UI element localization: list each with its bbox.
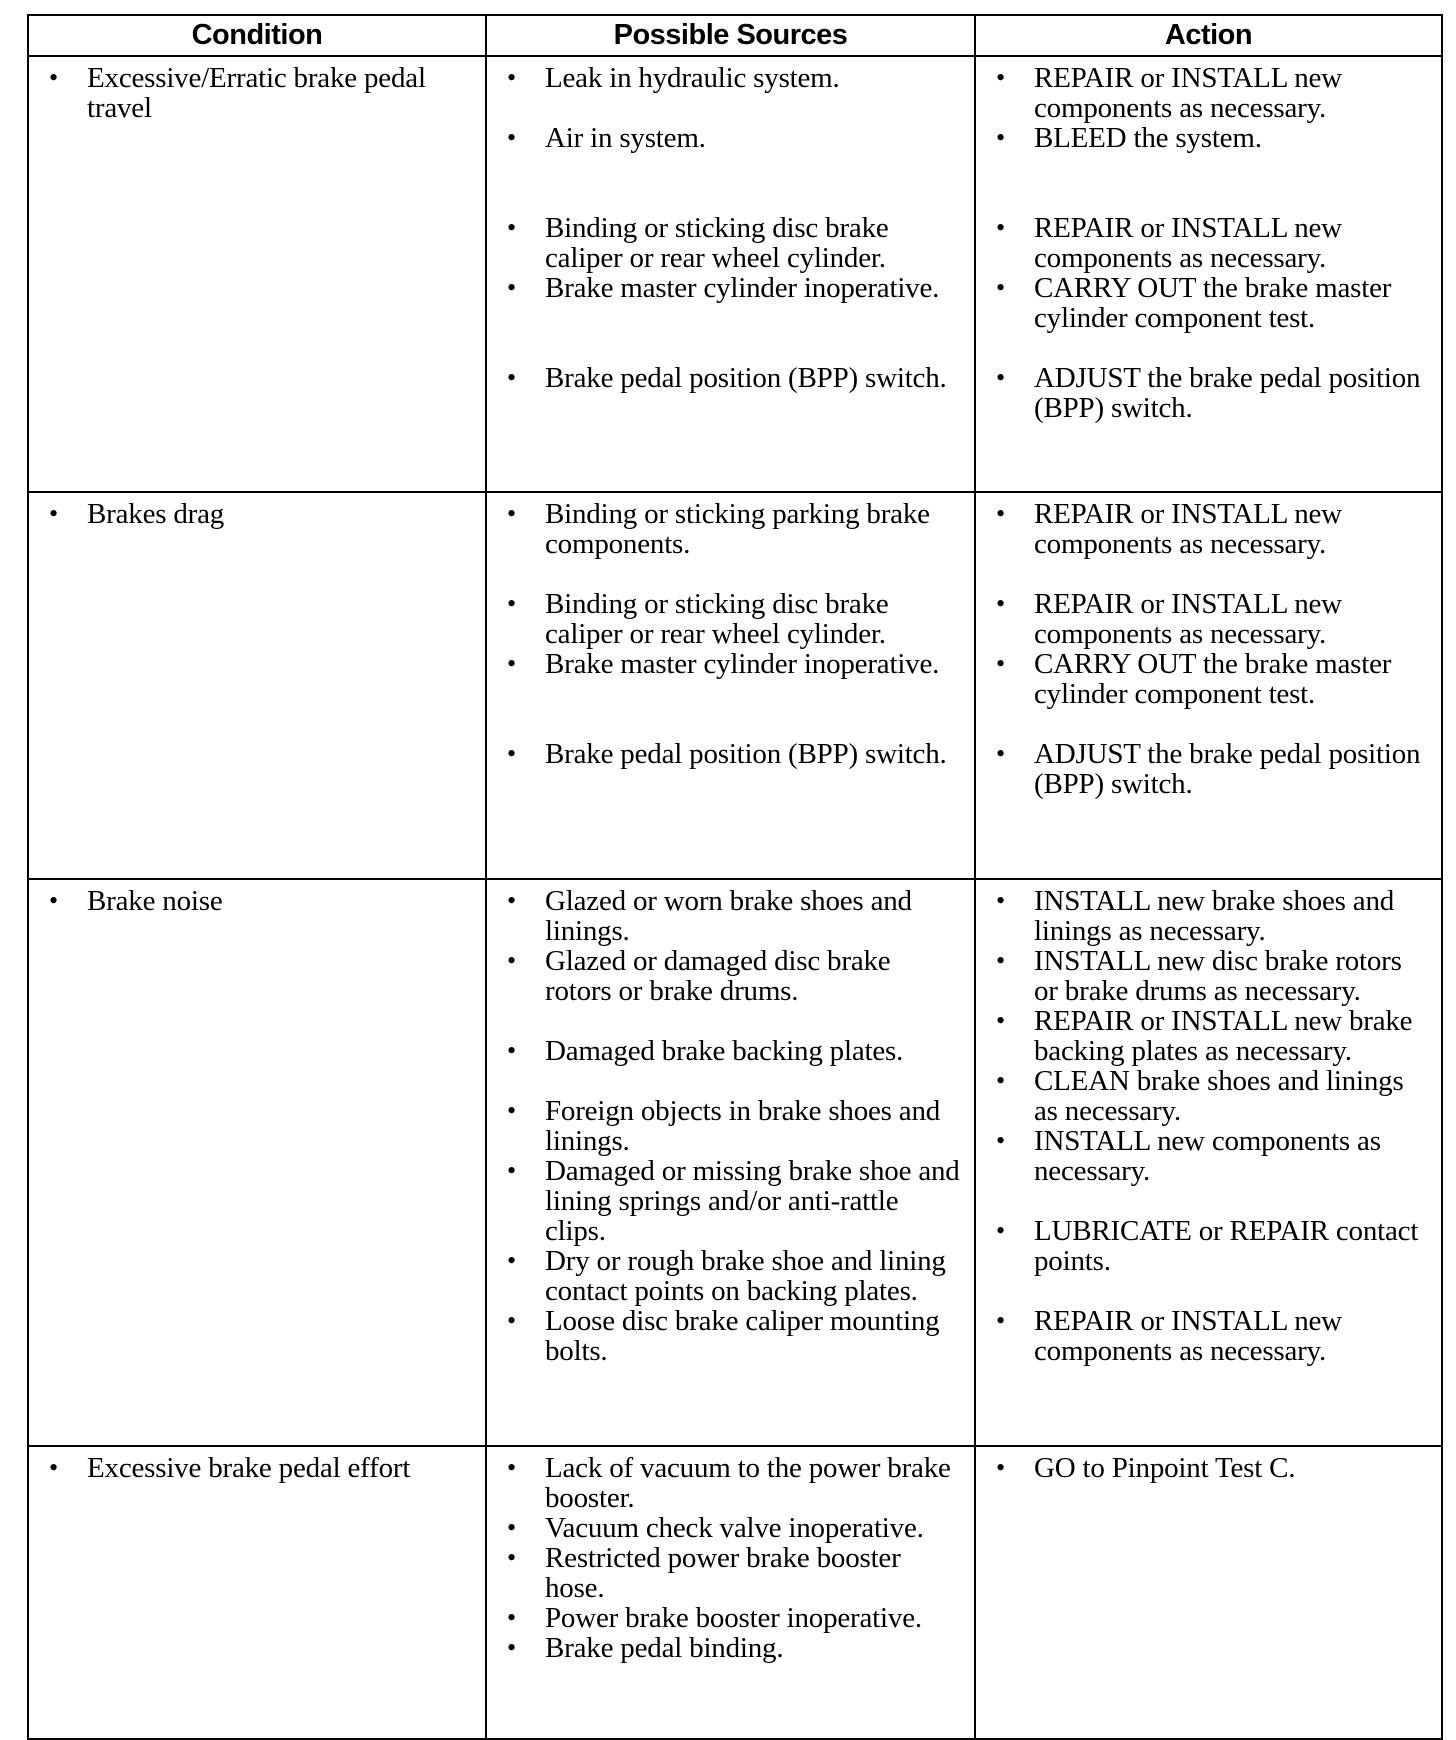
sources-cell: [486, 879, 975, 1446]
source-item: • Vacuum check valve inoperative.: [501, 1513, 960, 1543]
table-row: [28, 492, 1442, 879]
source-item: • Lack of vacuum to the power brake booster.: [501, 1453, 960, 1513]
condition-cell: [28, 1446, 486, 1739]
action-item: • GO to Pinpoint Test C.: [990, 1453, 1427, 1483]
action-item: • REPAIR or INSTALL new components as necessary.: [990, 1306, 1427, 1366]
action-item: • INSTALL new components as necessary.: [990, 1126, 1427, 1186]
source-item: • Restricted power brake booster hose.: [501, 1543, 960, 1603]
table-row: [28, 879, 1442, 1446]
source-item: • Brake pedal position (BPP) switch.: [501, 363, 960, 393]
action-item: • INSTALL new disc brake rotors or brake drums as necessary.: [990, 946, 1427, 1006]
source-item: • Binding or sticking parking brake components.: [501, 499, 960, 559]
source-item: • Binding or sticking disc brake caliper or rear wheel cylinder.: [501, 213, 960, 273]
action-cell: [975, 1446, 1442, 1739]
action-item: • REPAIR or INSTALL new brake backing plates as necessary.: [990, 1006, 1427, 1066]
condition-text: • Brake noise: [43, 886, 471, 916]
source-item: • Brake pedal position (BPP) switch.: [501, 739, 960, 769]
source-item: • Loose disc brake caliper mounting bolts.: [501, 1306, 960, 1366]
header-action: Action: [975, 15, 1442, 56]
source-item: • Glazed or damaged disc brake rotors or brake drums.: [501, 946, 960, 1006]
source-item: • Binding or sticking disc brake caliper or rear wheel cylinder.: [501, 589, 960, 649]
sources-cell: [486, 492, 975, 879]
action-item: • REPAIR or INSTALL new components as necessary.: [990, 589, 1427, 649]
source-item: • Brake master cylinder inoperative.: [501, 273, 960, 303]
source-item: • Brake pedal binding.: [501, 1633, 960, 1663]
action-item: • CLEAN brake shoes and linings as necessary.: [990, 1066, 1427, 1126]
source-item: • Brake master cylinder inoperative.: [501, 649, 960, 679]
action-item: • REPAIR or INSTALL new components as necessary.: [990, 213, 1427, 273]
header-possible-sources: Possible Sources: [486, 15, 975, 56]
action-item: • REPAIR or INSTALL new components as necessary.: [990, 63, 1427, 123]
header-condition: Condition: [28, 15, 486, 56]
condition-cell: [28, 492, 486, 879]
action-cell: [975, 56, 1442, 492]
source-item: • Leak in hydraulic system.: [501, 63, 960, 93]
action-cell: [975, 879, 1442, 1446]
condition-cell: [28, 879, 486, 1446]
source-item: • Power brake booster inoperative.: [501, 1603, 960, 1633]
action-item: • CARRY OUT the brake master cylinder component test.: [990, 273, 1427, 333]
condition-text: • Excessive/Erratic brake pedal travel: [43, 63, 471, 123]
action-item: • BLEED the system.: [990, 123, 1427, 153]
source-item: • Damaged brake backing plates.: [501, 1036, 960, 1066]
condition-text: • Excessive brake pedal effort: [43, 1453, 471, 1483]
source-item: • Air in system.: [501, 123, 960, 153]
header-row: [28, 15, 1442, 56]
sources-cell: [486, 56, 975, 492]
condition-text: • Brakes drag: [43, 499, 471, 529]
action-item: • ADJUST the brake pedal position (BPP) switch.: [990, 739, 1427, 799]
source-item: • Glazed or worn brake shoes and linings.: [501, 886, 960, 946]
action-item: • INSTALL new brake shoes and linings as necessary.: [990, 886, 1427, 946]
action-item: • CARRY OUT the brake master cylinder component test.: [990, 649, 1427, 709]
diagnosis-table: [27, 14, 1443, 1740]
source-item: • Dry or rough brake shoe and lining contact points on backing plates.: [501, 1246, 960, 1306]
sources-cell: [486, 1446, 975, 1739]
source-item: • Foreign objects in brake shoes and linings.: [501, 1096, 960, 1156]
action-item: • REPAIR or INSTALL new components as necessary.: [990, 499, 1427, 559]
table-row: [28, 1446, 1442, 1739]
source-item: • Damaged or missing brake shoe and lining springs and/or anti-rattle clips.: [501, 1156, 960, 1246]
action-item: • LUBRICATE or REPAIR contact points.: [990, 1216, 1427, 1276]
action-item: • ADJUST the brake pedal position (BPP) switch.: [990, 363, 1427, 423]
condition-cell: [28, 56, 486, 492]
table-row: [28, 56, 1442, 492]
action-cell: [975, 492, 1442, 879]
